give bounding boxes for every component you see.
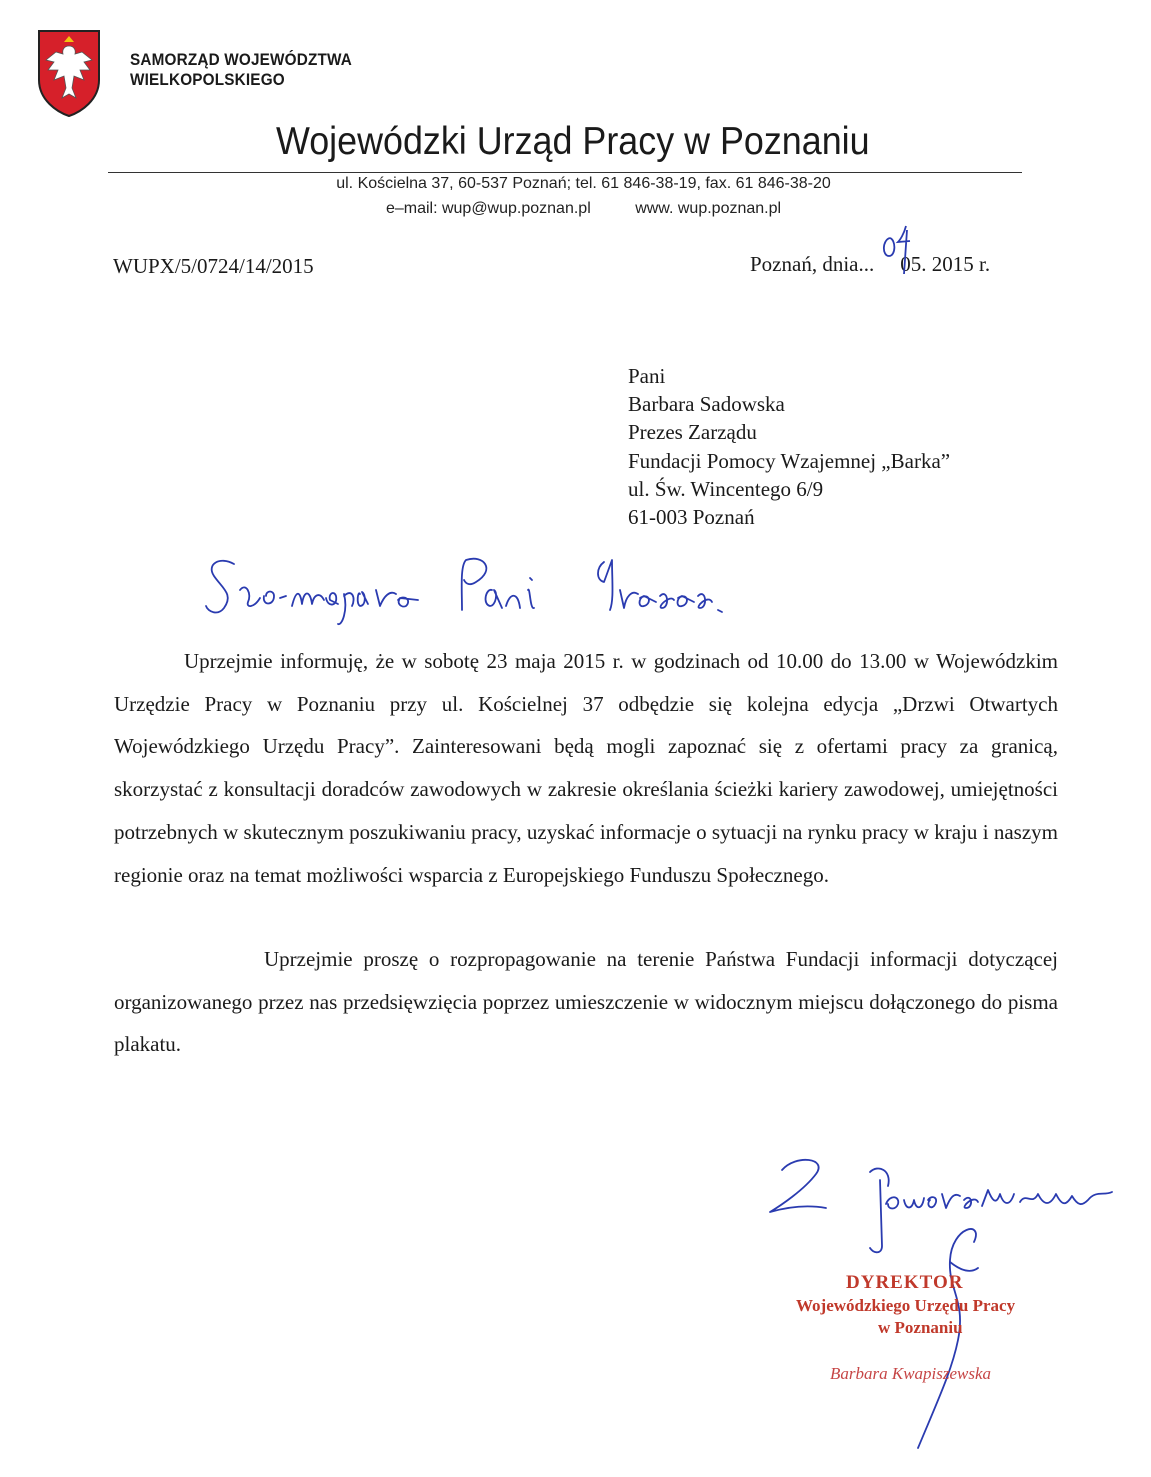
stamp-line-2: w Poznaniu (878, 1318, 963, 1337)
handwritten-day (876, 220, 916, 276)
org-line-2: WIELKOPOLSKIEGO (130, 70, 285, 89)
recipient-address (628, 362, 950, 531)
contact-email-web: e–mail: wup@wup.poznan.pl www. wup.poznan.pl (385, 200, 782, 217)
letter-body-2 (114, 936, 1058, 1087)
recipient-line: Barbara Sadowska (628, 392, 785, 417)
recipient-line: ul. Św. Wincentego 6/9 (628, 476, 824, 501)
handwritten-salutation (200, 550, 760, 630)
coat-of-arms-icon (36, 28, 102, 118)
stamp-line-1: Wojewódzkiego Urzędu Pracy (796, 1296, 1016, 1315)
date-dots: ... (858, 252, 875, 276)
office-title: Wojewódzki Urząd Pracy w Poznaniu (276, 120, 870, 163)
letter-body (114, 640, 1058, 896)
recipient-line: Pani (628, 364, 666, 388)
letter-date (750, 252, 990, 277)
header-rule (108, 172, 1022, 173)
stamp-title: DYREKTOR (846, 1272, 964, 1293)
contact-address: ul. Kościelna 37, 60-537 Poznań; tel. 61 846-38-19, fax. 61 846-38-20 (336, 175, 831, 192)
paragraph-1: Uprzejmie informuję, że w sobotę 23 maja 2015 r. w godzinach od 10.00 do 13.00 w Wojewódzkim Urzędzie Pracy w Poznaniu przy ul. Kościelnej 37 odbędzie się kolejna edycja „Drzwi Otwartych Wojewódzkiego Urzędu Pracy”. Zainteresowani będą mogli zapoznać się z ofertami pracy za granicą, skorzystać z konsultacji doradców zawodowych w zakresie określania ścieżki kariery zawodowej, umiejętności potrzebnych w skutecznym poszukiwaniu pracy, uzyskać informacje o sytuacji na rynku pracy w kraju i naszym regionie oraz na temat możliwości wsparcia z Europejskiego Funduszu Społecznego. (114, 649, 1058, 887)
org-line-1: SAMORZĄD WOJEWÓDZTWA (130, 50, 353, 69)
stamp-signatory: Barbara Kwapiszewska (830, 1364, 992, 1383)
reference-number: WUPX/5/0724/14/2015 (113, 254, 314, 278)
recipient-line: Fundacji Pomocy Wzajemnej „Barka” (628, 448, 951, 473)
date-prefix: Poznań, dnia (750, 252, 859, 276)
organization-name (130, 50, 352, 90)
date-suffix: 05. 2015 r. (900, 252, 991, 276)
recipient-line: Prezes Zarządu (628, 420, 757, 445)
paragraph-2: Uprzejmie proszę o rozpropagowanie na terenie Państwa Fundacji informacji dotyczącej organizowanego przez nas przedsięwzięcia poprzez umieszczenie w widocznym miejscu dołączonego do pisma plakatu. (114, 947, 1058, 1057)
recipient-line: 61-003 Poznań (628, 505, 755, 530)
